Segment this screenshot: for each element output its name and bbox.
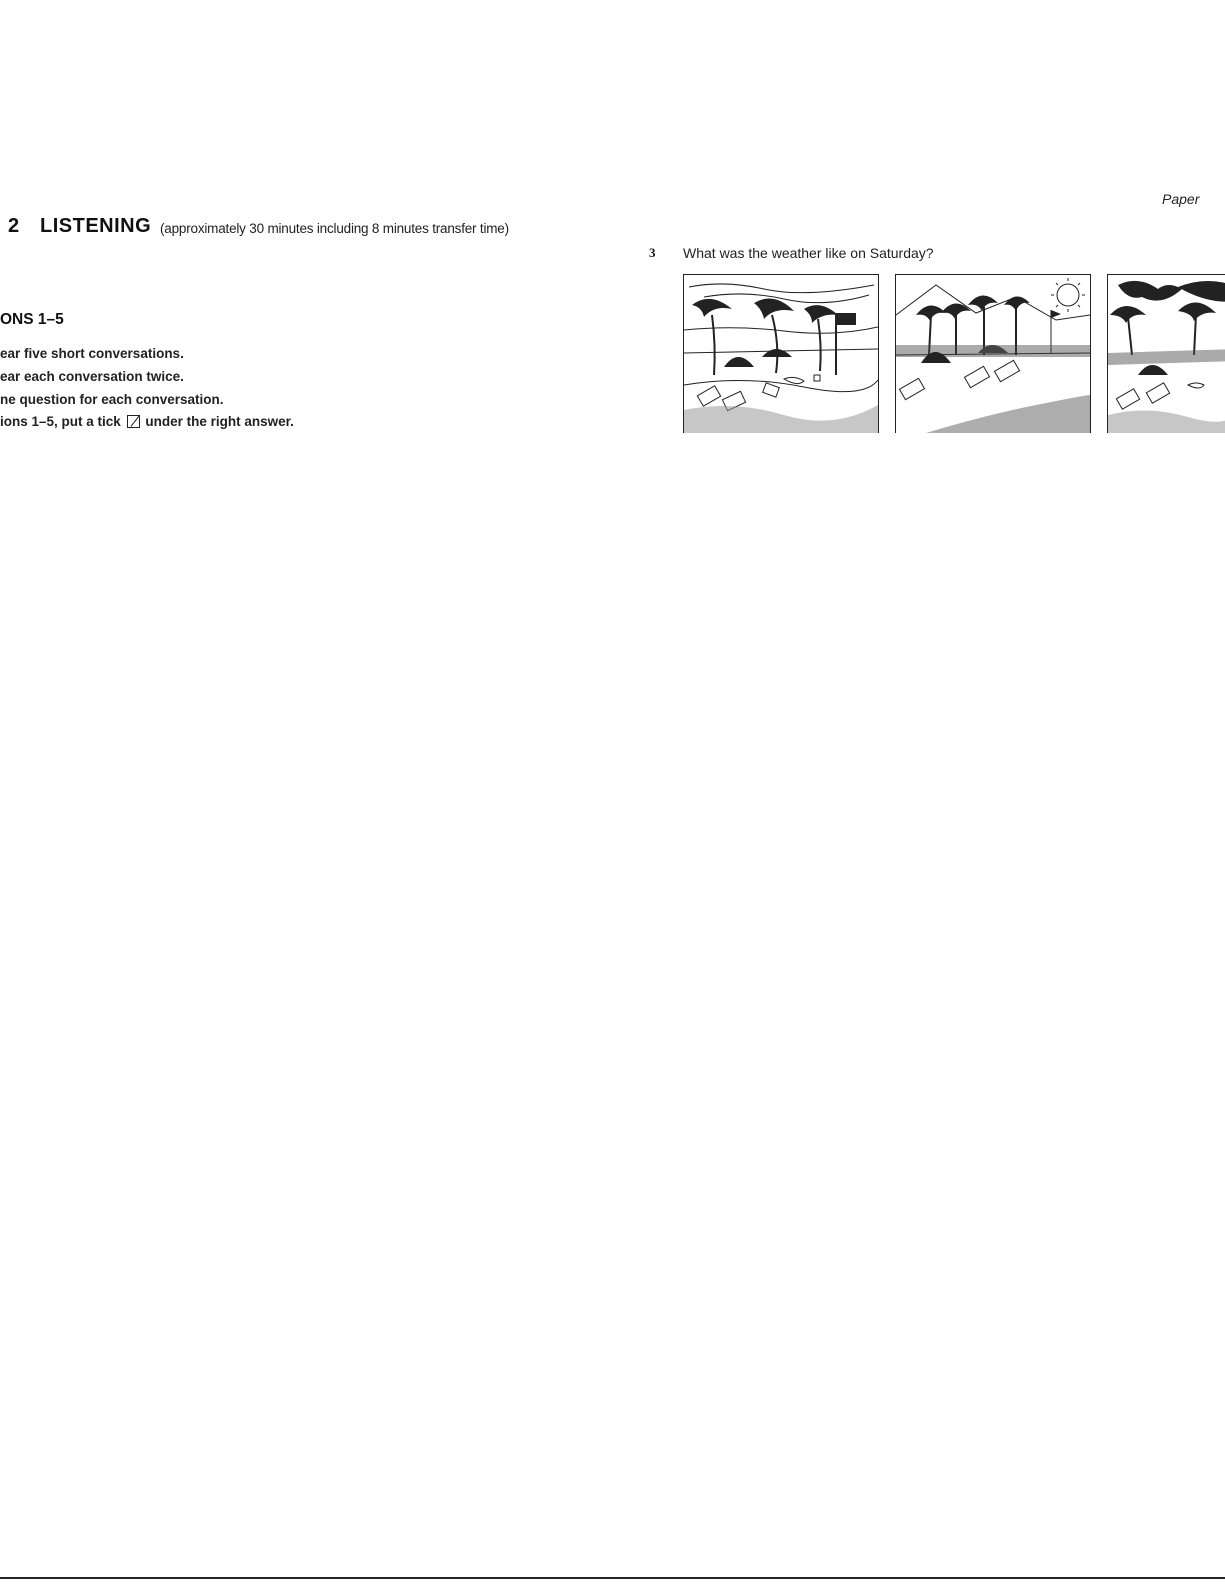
answer-option-windy-picture[interactable] [683,274,879,433]
stormy-beach-illustration [1108,275,1225,433]
part-number: 2 [8,215,20,237]
windy-beach-illustration [684,275,878,433]
part-title: LISTENING [40,215,152,237]
sunny-beach-illustration [896,275,1090,433]
footer-rule [0,1577,1225,1579]
question-text: What was the weather like on Saturday? [683,245,934,261]
instruction-line: ne question for each conversation. [0,392,224,407]
tick-box-icon [127,415,140,428]
tick-instruction-before: ions 1–5, put a tick [0,414,121,429]
tick-instruction-after: under the right answer. [145,414,294,429]
part-subtitle: (approximately 30 minutes including 8 minutes transfer time) [160,221,509,236]
section-heading: ONS 1–5 [0,311,64,328]
instruction-line: ear five short conversations. [0,346,184,361]
tick-instruction-line [0,414,294,429]
instruction-line: ear each conversation twice. [0,369,184,384]
question-number: 3 [649,245,656,260]
answer-option-stormy-picture[interactable] [1107,274,1225,433]
answer-option-sunny-picture[interactable] [895,274,1091,433]
running-header: Paper [1162,191,1200,207]
